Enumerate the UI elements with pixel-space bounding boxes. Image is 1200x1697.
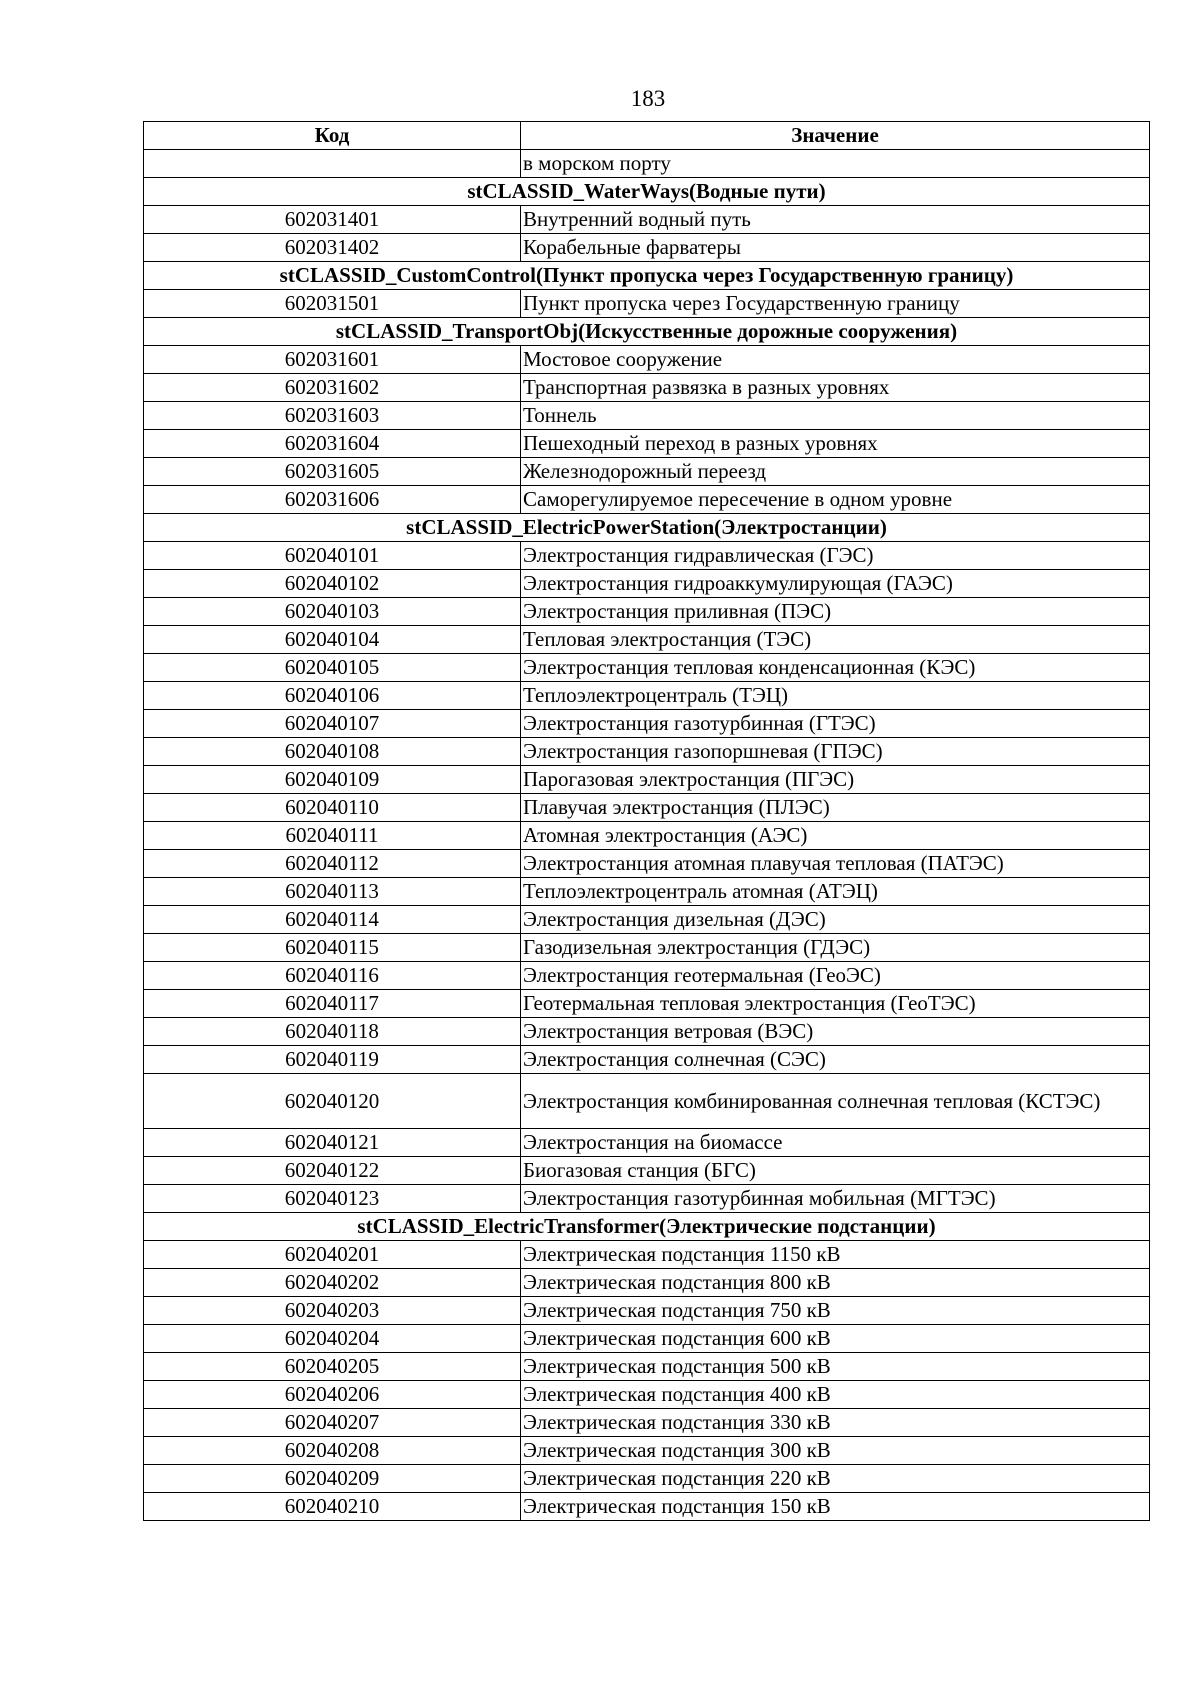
table-header-row xyxy=(144,122,1150,150)
value-cell: Электрическая подстанция 300 кВ xyxy=(521,1437,1150,1465)
value-cell: Электростанция солнечная (СЭС) xyxy=(521,1046,1150,1074)
table-row xyxy=(144,1465,1150,1493)
table-row xyxy=(144,990,1150,1018)
value-cell: Биогазовая станция (БГС) xyxy=(521,1157,1150,1185)
code-cell: 602031604 xyxy=(144,430,521,458)
section-title: stCLASSID_CustomControl(Пункт пропуска через Государственную границу) xyxy=(144,262,1150,290)
code-cell: 602040117 xyxy=(144,990,521,1018)
table-row xyxy=(144,1074,1150,1129)
value-cell: Атомная электростанция (АЭС) xyxy=(521,822,1150,850)
value-cell: Электростанция газопоршневая (ГПЭС) xyxy=(521,738,1150,766)
table-row xyxy=(144,962,1150,990)
code-cell: 602031606 xyxy=(144,486,521,514)
section-row xyxy=(144,178,1150,206)
table-row xyxy=(144,766,1150,794)
value-cell: Электрическая подстанция 150 кВ xyxy=(521,1493,1150,1521)
value-cell: Саморегулируемое пересечение в одном уровне xyxy=(521,486,1150,514)
value-cell: Плавучая электростанция (ПЛЭС) xyxy=(521,794,1150,822)
table-row xyxy=(144,486,1150,514)
value-cell: в морском порту xyxy=(521,150,1150,178)
value-cell: Электрическая подстанция 330 кВ xyxy=(521,1409,1150,1437)
table-row xyxy=(144,1018,1150,1046)
code-cell: 602040121 xyxy=(144,1129,521,1157)
table-row xyxy=(144,850,1150,878)
table-row xyxy=(144,878,1150,906)
continuation-row xyxy=(144,150,1150,178)
code-cell: 602040114 xyxy=(144,906,521,934)
value-cell: Тепловая электростанция (ТЭС) xyxy=(521,626,1150,654)
code-cell: 602040118 xyxy=(144,1018,521,1046)
table-row xyxy=(144,626,1150,654)
value-cell: Электростанция комбинированная солнечная тепловая (КСТЭС) xyxy=(521,1074,1150,1129)
code-cell: 602031501 xyxy=(144,290,521,318)
value-cell: Электрическая подстанция 750 кВ xyxy=(521,1297,1150,1325)
value-cell: Теплоэлектроцентраль атомная (АТЭЦ) xyxy=(521,878,1150,906)
table-row xyxy=(144,234,1150,262)
value-cell: Железнодорожный переезд xyxy=(521,458,1150,486)
section-row xyxy=(144,262,1150,290)
value-cell: Электростанция ветровая (ВЭС) xyxy=(521,1018,1150,1046)
table-row xyxy=(144,1409,1150,1437)
table-row xyxy=(144,570,1150,598)
value-cell: Электростанция геотермальная (ГеоЭС) xyxy=(521,962,1150,990)
code-cell: 602040108 xyxy=(144,738,521,766)
table-row xyxy=(144,934,1150,962)
table-row xyxy=(144,1325,1150,1353)
code-cell: 602040101 xyxy=(144,542,521,570)
value-cell: Парогазовая электростанция (ПГЭС) xyxy=(521,766,1150,794)
value-cell: Электрическая подстанция 1150 кВ xyxy=(521,1241,1150,1269)
code-cell: 602040116 xyxy=(144,962,521,990)
value-cell: Электростанция гидроаккумулирующая (ГАЭС) xyxy=(521,570,1150,598)
section-title: stCLASSID_TransportObj(Искусственные дорожные сооружения) xyxy=(144,318,1150,346)
value-cell: Электрическая подстанция 600 кВ xyxy=(521,1325,1150,1353)
table-row xyxy=(144,206,1150,234)
value-cell: Транспортная развязка в разных уровнях xyxy=(521,374,1150,402)
code-cell: 602040202 xyxy=(144,1269,521,1297)
table-row xyxy=(144,822,1150,850)
code-cell: 602040207 xyxy=(144,1409,521,1437)
value-cell: Электростанция приливная (ПЭС) xyxy=(521,598,1150,626)
code-cell: 602040106 xyxy=(144,682,521,710)
section-title: stCLASSID_ElectricTransformer(Электрические подстанции) xyxy=(144,1213,1150,1241)
code-cell: 602040103 xyxy=(144,598,521,626)
table-row xyxy=(144,1157,1150,1185)
code-cell: 602040115 xyxy=(144,934,521,962)
table-row xyxy=(144,1493,1150,1521)
code-cell: 602040104 xyxy=(144,626,521,654)
value-cell: Газодизельная электростанция (ГДЭС) xyxy=(521,934,1150,962)
table-row xyxy=(144,654,1150,682)
value-cell: Электрическая подстанция 500 кВ xyxy=(521,1353,1150,1381)
code-cell: 602040205 xyxy=(144,1353,521,1381)
table-row xyxy=(144,906,1150,934)
value-cell: Электростанция на биомассе xyxy=(521,1129,1150,1157)
section-row xyxy=(144,318,1150,346)
value-cell: Электрическая подстанция 220 кВ xyxy=(521,1465,1150,1493)
code-cell: 602040112 xyxy=(144,850,521,878)
code-cell: 602040206 xyxy=(144,1381,521,1409)
code-cell: 602031401 xyxy=(144,206,521,234)
page-number: 183 xyxy=(630,86,666,111)
value-cell: Корабельные фарватеры xyxy=(521,234,1150,262)
section-row xyxy=(144,514,1150,542)
table-row xyxy=(144,738,1150,766)
code-cell: 602031402 xyxy=(144,234,521,262)
value-cell: Мостовое сооружение xyxy=(521,346,1150,374)
classifier-table xyxy=(143,121,1150,1521)
table-row xyxy=(144,374,1150,402)
code-cell xyxy=(144,150,521,178)
table-row xyxy=(144,1381,1150,1409)
value-cell: Электростанция тепловая конденсационная (КЭС) xyxy=(521,654,1150,682)
table-row xyxy=(144,1269,1150,1297)
code-cell: 602040120 xyxy=(144,1074,521,1129)
table-row xyxy=(144,1185,1150,1213)
code-cell: 602040209 xyxy=(144,1465,521,1493)
section-row xyxy=(144,1213,1150,1241)
table-row xyxy=(144,542,1150,570)
code-cell: 602040111 xyxy=(144,822,521,850)
code-cell: 602031601 xyxy=(144,346,521,374)
table-row xyxy=(144,1046,1150,1074)
code-cell: 602040203 xyxy=(144,1297,521,1325)
code-cell: 602031605 xyxy=(144,458,521,486)
value-cell: Электрическая подстанция 400 кВ xyxy=(521,1381,1150,1409)
code-cell: 602040210 xyxy=(144,1493,521,1521)
code-cell: 602040119 xyxy=(144,1046,521,1074)
code-cell: 602040107 xyxy=(144,710,521,738)
value-cell: Пункт пропуска через Государственную границу xyxy=(521,290,1150,318)
value-cell: Тоннель xyxy=(521,402,1150,430)
table-row xyxy=(144,1353,1150,1381)
value-cell: Электростанция дизельная (ДЭС) xyxy=(521,906,1150,934)
code-cell: 602031602 xyxy=(144,374,521,402)
table-body xyxy=(144,150,1150,1521)
code-cell: 602040208 xyxy=(144,1437,521,1465)
table-row xyxy=(144,458,1150,486)
table-row xyxy=(144,290,1150,318)
code-cell: 602040204 xyxy=(144,1325,521,1353)
value-cell: Электростанция газотурбинная мобильная (МГТЭС) xyxy=(521,1185,1150,1213)
value-cell: Теплоэлектроцентраль (ТЭЦ) xyxy=(521,682,1150,710)
code-cell: 602040102 xyxy=(144,570,521,598)
table-row xyxy=(144,402,1150,430)
code-cell: 602040105 xyxy=(144,654,521,682)
value-cell: Пешеходный переход в разных уровнях xyxy=(521,430,1150,458)
table-row xyxy=(144,682,1150,710)
table-row xyxy=(144,598,1150,626)
table-row xyxy=(144,346,1150,374)
code-cell: 602031603 xyxy=(144,402,521,430)
table-row xyxy=(144,1437,1150,1465)
table-row xyxy=(144,430,1150,458)
column-header-value: Значение xyxy=(521,122,1150,150)
table-row xyxy=(144,1241,1150,1269)
code-cell: 602040122 xyxy=(144,1157,521,1185)
code-cell: 602040201 xyxy=(144,1241,521,1269)
section-title: stCLASSID_WaterWays(Водные пути) xyxy=(144,178,1150,206)
value-cell: Электростанция газотурбинная (ГТЭС) xyxy=(521,710,1150,738)
table-row xyxy=(144,710,1150,738)
table-row xyxy=(144,794,1150,822)
code-cell: 602040113 xyxy=(144,878,521,906)
code-cell: 602040110 xyxy=(144,794,521,822)
table-row xyxy=(144,1297,1150,1325)
value-cell: Электрическая подстанция 800 кВ xyxy=(521,1269,1150,1297)
code-cell: 602040109 xyxy=(144,766,521,794)
value-cell: Геотермальная тепловая электростанция (ГеоТЭС) xyxy=(521,990,1150,1018)
table-row xyxy=(144,1129,1150,1157)
value-cell: Электростанция атомная плавучая тепловая (ПАТЭС) xyxy=(521,850,1150,878)
value-cell: Внутренний водный путь xyxy=(521,206,1150,234)
code-cell: 602040123 xyxy=(144,1185,521,1213)
column-header-code: Код xyxy=(144,122,521,150)
value-cell: Электростанция гидравлическая (ГЭС) xyxy=(521,542,1150,570)
section-title: stCLASSID_ElectricPowerStation(Электростанции) xyxy=(144,514,1150,542)
